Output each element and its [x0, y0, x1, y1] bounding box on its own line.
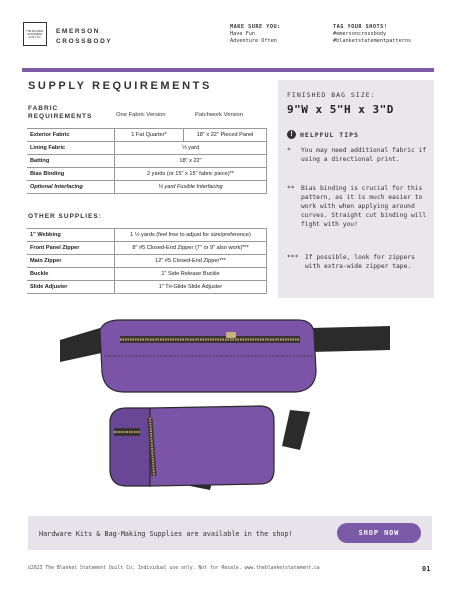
brand-line-2: CROSSBODY	[56, 38, 113, 45]
cell-value: 1" Side Release Buckle	[115, 268, 267, 281]
tip-text: Bias binding is crucial for this pattern, as it is much easier to work with when applying around curves. Straight cut binding will fight with you!	[301, 185, 427, 228]
tip-text: You may need additional fabric if using a directional print.	[301, 147, 427, 163]
table-row	[27, 242, 267, 255]
page-number: 01	[422, 565, 431, 573]
bag-side	[110, 408, 150, 486]
table-row	[27, 142, 267, 155]
cell-one: 1 Fat Quarter*	[115, 129, 184, 142]
cell-value: 1 ½ yards (feel free to adjust for size/preference)	[115, 229, 267, 242]
row-label: Slide Adjuster	[27, 281, 115, 294]
row-label: Optional Interfacing	[27, 181, 115, 194]
logo-text: THE BLANKET STATEMENT QUILT CO.	[26, 30, 44, 39]
cell-value: 2 yards (or 15" x 15" fabric piece)**	[115, 168, 267, 181]
make-sure-block	[230, 24, 281, 45]
tip-item	[287, 253, 427, 271]
exclamation-icon: !	[287, 130, 296, 139]
row-label: Batting	[27, 155, 115, 168]
cell-value: ⅓ yard	[115, 142, 267, 155]
table-row	[27, 168, 267, 181]
tip-item	[287, 146, 427, 164]
table-row	[27, 255, 267, 268]
cell-patch: 18" x 22" Pieced Panel	[184, 129, 267, 142]
tip-item	[287, 184, 427, 229]
row-label: Front Panel Zipper	[27, 242, 115, 255]
brand-logo	[23, 22, 47, 46]
cell-value: 12" #5 Closed-End Zipper***	[115, 255, 267, 268]
fabric-heading-line-1: FABRIC	[28, 105, 59, 112]
table-row	[27, 181, 267, 194]
tip-marker: ***	[287, 254, 299, 261]
cell-value: ¼ yard Fusible Interfacing	[115, 181, 267, 194]
table-row	[27, 129, 267, 142]
make-sure-title: MAKE SURE YOU:	[230, 24, 281, 30]
bag-illustration	[60, 300, 400, 510]
cell-value: 18" x 22"	[115, 155, 267, 168]
table-row	[27, 155, 267, 168]
fabric-table	[27, 128, 267, 194]
copyright-text: ©2023 The Blanket Statement Quilt Co. Individual use only. Not for Resale. www.theblanketstatement.ca	[28, 566, 320, 571]
tip-marker: *	[287, 147, 291, 154]
make-sure-line-1: Have Fun	[230, 31, 255, 37]
tag-block	[333, 24, 411, 45]
tag-title: TAG YOUR SHOTS!	[333, 24, 388, 30]
table-row	[27, 268, 267, 281]
row-label: Lining Fabric	[27, 142, 115, 155]
row-label: Exterior Fabric	[27, 129, 115, 142]
column-one-fabric: One Fabric Version	[116, 112, 166, 118]
strap-right	[310, 326, 390, 352]
tips-title: HELPFUL TIPS	[300, 131, 359, 139]
fabric-heading-line-2: REQUIREMENTS	[28, 113, 93, 120]
tip-marker: **	[287, 185, 295, 192]
brand-title	[56, 27, 112, 47]
column-patchwork: Patchwork Version	[195, 112, 244, 118]
cell-value: 1" Tri-Glide Slide Adjuster	[115, 281, 267, 294]
finished-size-label: FINISHED BAG SIZE:	[287, 91, 376, 99]
row-label: Bias Binding	[27, 168, 115, 181]
page-title: SUPPLY REQUIREMENTS	[28, 80, 212, 92]
tag-line-2: #blanketstatementpatterns	[333, 38, 412, 44]
strap-bottom-right	[282, 410, 310, 450]
bag-back	[150, 406, 274, 486]
tag-line-1: #emersoncrossbody	[333, 31, 387, 37]
zipper-pull	[226, 332, 236, 338]
row-label: Buckle	[27, 268, 115, 281]
other-supplies-table	[27, 228, 267, 294]
row-label: 1" Webbing	[27, 229, 115, 242]
tip-text: If possible, look for zippers with extra-wide zipper tape.	[305, 254, 415, 270]
other-supplies-heading: OTHER SUPPLIES:	[28, 213, 102, 220]
table-row	[27, 229, 267, 242]
table-row	[27, 281, 267, 294]
header-divider	[22, 68, 434, 72]
shop-banner-text: Hardware Kits & Bag-Making Supplies are available in the shop!	[39, 530, 293, 538]
cell-value: 8" #5 Closed-End Zipper (7" or 9" also work)***	[115, 242, 267, 255]
make-sure-line-2: Adventure Often	[230, 38, 277, 44]
shop-now-button[interactable]: SHOP NOW	[337, 523, 421, 543]
strap-left	[60, 328, 106, 362]
row-label: Main Zipper	[27, 255, 115, 268]
brand-line-1: EMERSON	[56, 28, 101, 35]
finished-size-value: 9"W x 5"H x 3"D	[287, 103, 394, 116]
fabric-heading	[28, 105, 92, 121]
